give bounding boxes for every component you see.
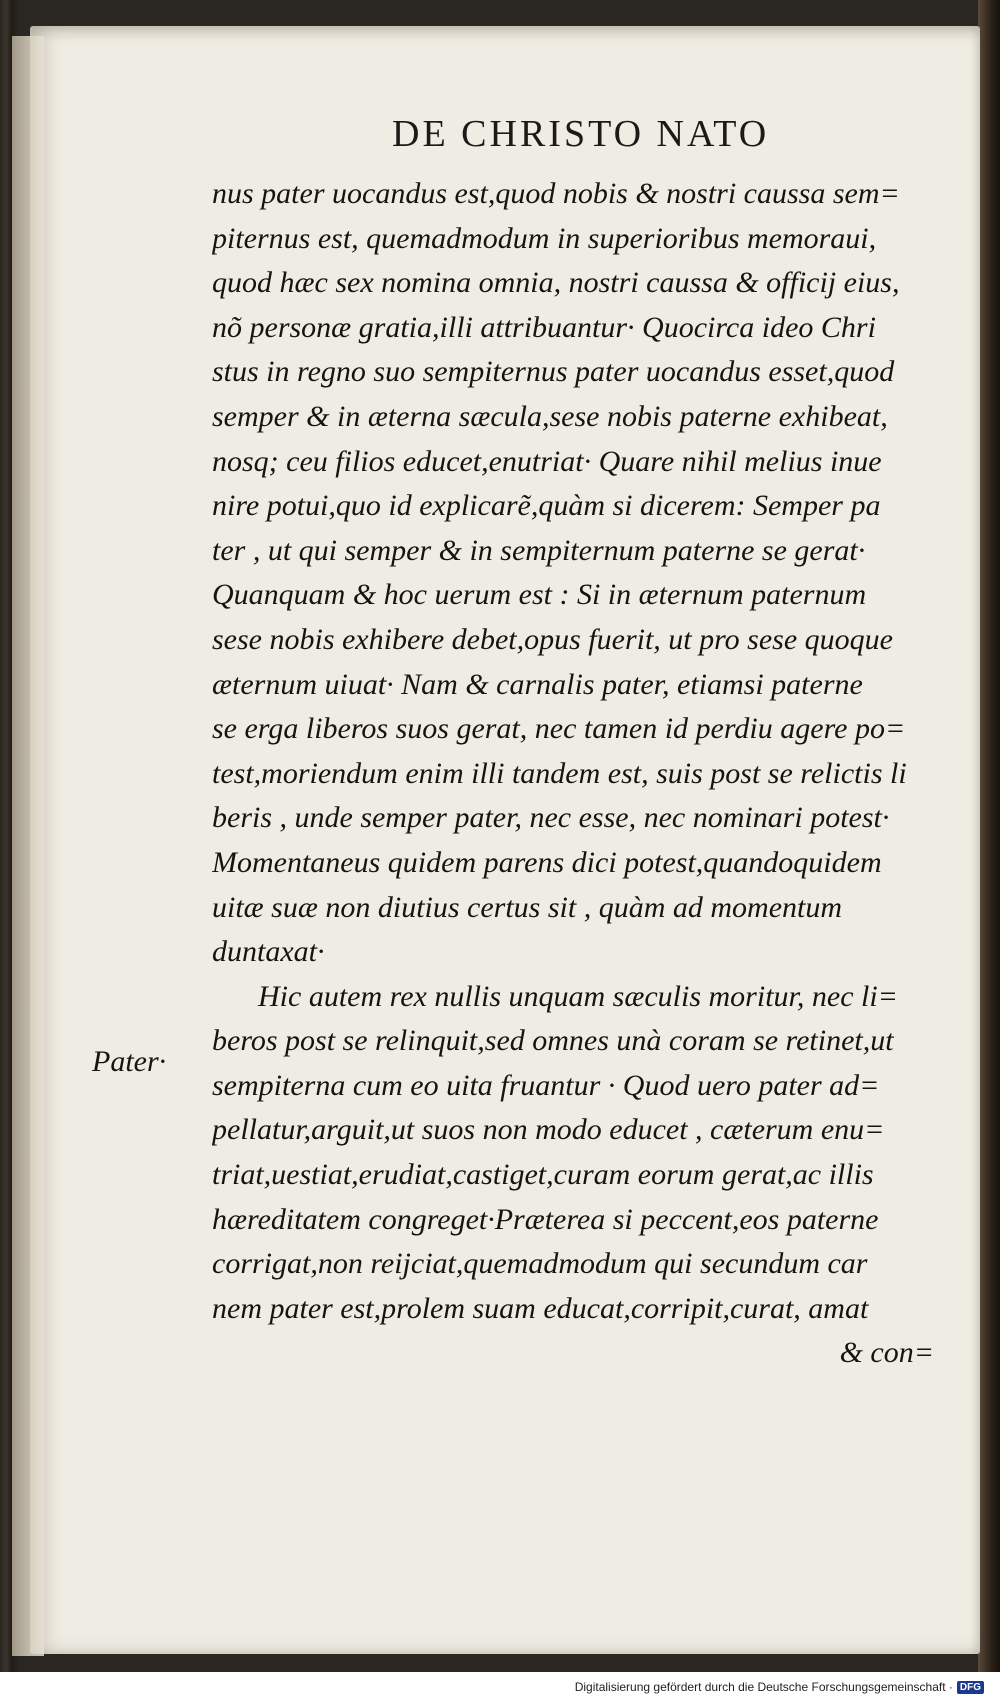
text-line: Quanquam & hoc uerum est : Si in æternum paternum <box>212 578 867 612</box>
text-line: nire potui,quo id explicarẽ,quàm si dicerem: Semper pa <box>212 489 881 523</box>
text-line: beros post se relinquit,sed omnes unà coram se retinet,ut <box>212 1024 894 1058</box>
marginal-note: Pater· <box>92 1045 167 1078</box>
text-line: semper & in æterna sæcula,sese nobis paterne exhibeat, <box>212 399 888 433</box>
text-line: quod hæc sex nomina omnia, nostri caussa & officij eius, <box>212 266 900 300</box>
text-line: duntaxat· <box>212 935 325 969</box>
text-line: test,moriendum enim illi tandem est, suis post se relictis li <box>212 756 907 790</box>
text-line: uitæ suæ non diutius certus sit , quàm ad momentum <box>212 890 843 924</box>
text-line: ter , ut qui semper & in sempiternum paterne se gerat· <box>212 533 866 567</box>
footer-credit-text: Digitalisierung gefördert durch die Deutsche Forschungsgemeinschaft · <box>574 1680 953 1694</box>
text-line: se erga liberos suos gerat, nec tamen id perdiu agere po= <box>212 712 906 746</box>
text-line: beris , unde semper pater, nec esse, nec nominari potest· <box>212 801 890 835</box>
body-text <box>212 172 942 1376</box>
text-line: hæreditatem congreget·Præterea si peccent,eos paterne <box>212 1202 879 1236</box>
text-line: stus in regno suo sempiternus pater uocandus esset,quod <box>212 355 895 389</box>
text-line: æternum uiuat· Nam & carnalis pater, etiamsi paterne <box>212 667 863 701</box>
text-line: pellatur,arguit,ut suos non modo educet , cæterum enu= <box>212 1113 885 1147</box>
text-line: nõ personæ gratia,illi attribuantur· Quocirca ideo Chri <box>212 310 876 344</box>
running-head: DE CHRISTO NATO <box>392 113 770 155</box>
text-line: nosq; ceu filios educet,enutriat· Quare nihil melius inue <box>212 444 882 478</box>
text-line: corrigat,non reijciat,quemadmodum qui secundum car <box>212 1247 868 1281</box>
page-edge-stack <box>12 36 44 1656</box>
text-line: nem pater est,prolem suam educat,corripit,curat, amat <box>212 1291 869 1325</box>
book-edge <box>978 0 1000 1672</box>
text-line: triat,uestiat,erudiat,castiget,curam eorum gerat,ac illis <box>212 1158 874 1192</box>
text-line: sese nobis exhibere debet,opus fuerit, ut pro sese quoque <box>212 622 893 656</box>
text-line: Momentaneus quidem parens dici potest,quandoquidem <box>212 845 882 879</box>
text-line: sempiterna cum eo uita fruantur · Quod uero pater ad= <box>212 1068 880 1102</box>
text-line-paragraph-start: Hic autem rex nullis unquam sæculis moritur, nec li= <box>258 979 898 1013</box>
dfg-logo: DFG <box>957 1681 984 1694</box>
text-line: nus pater uocandus est,quod nobis & nostri caussa sem= <box>212 177 900 210</box>
footer-credit <box>575 1680 984 1694</box>
text-line: piternus est, quemadmodum in superioribus memoraui, <box>212 221 877 255</box>
catchword: & con= <box>839 1336 934 1370</box>
